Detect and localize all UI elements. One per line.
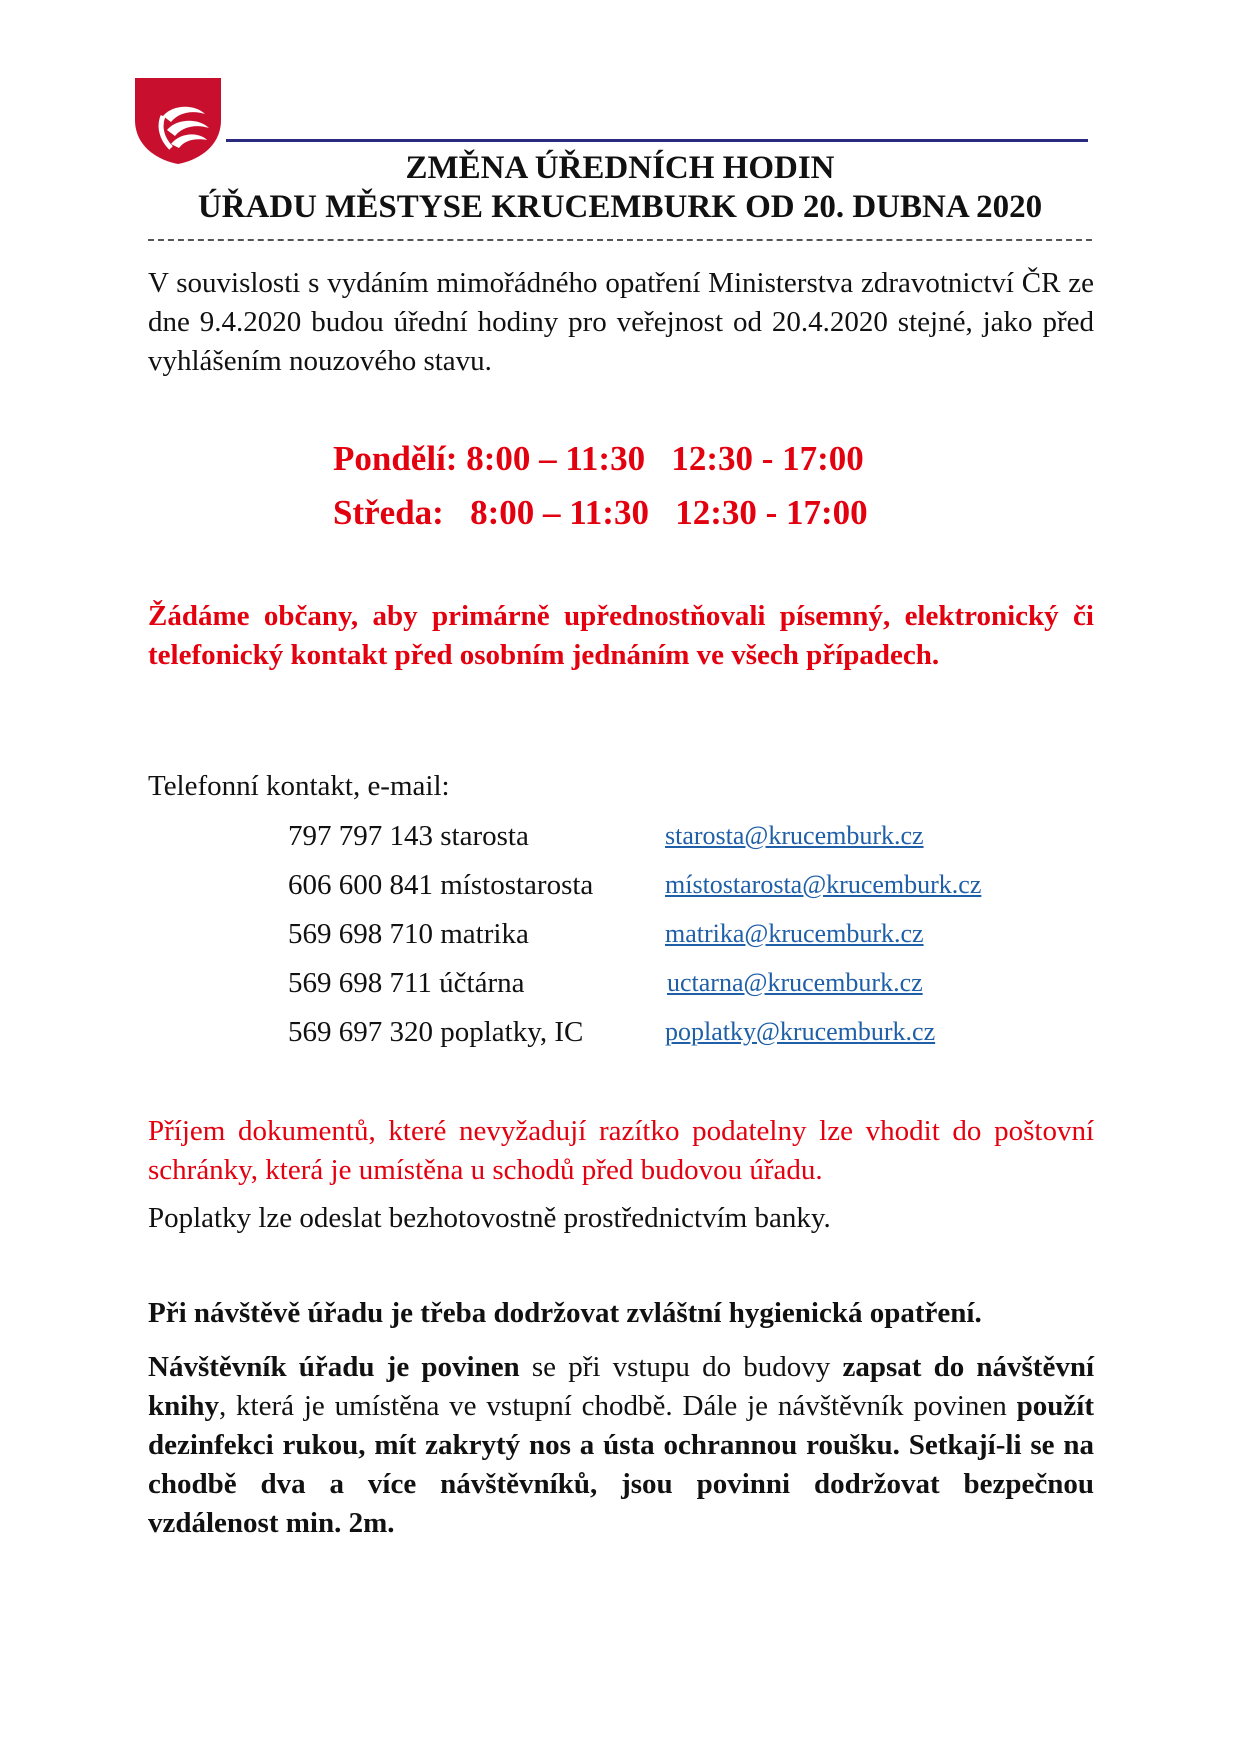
hours-row-monday (333, 437, 864, 481)
hours-afternoon: 12:30 - 17:00 (671, 439, 864, 478)
contact-email-link[interactable]: místostarosta@krucemburk.cz (665, 870, 982, 899)
dashed-divider (148, 239, 1092, 241)
contact-phone: 606 600 841 místostarosta (288, 869, 594, 901)
contact-email-link[interactable]: poplatky@krucemburk.cz (665, 1017, 936, 1046)
hours-afternoon: 12:30 - 17:00 (675, 493, 868, 532)
hours-morning: 8:00 – 11:30 (466, 439, 646, 478)
hours-row-wednesday (333, 491, 868, 535)
hygiene-part: Návštěvník úřadu je povinen (148, 1351, 520, 1383)
documents-note: Příjem dokumentů, které nevyžadují razítko podatelny lze vhodit do poštovní schránky, která je umístěna u schodů před budovou úřadu. (148, 1115, 1094, 1186)
hygiene-part: se při vstupu do budovy (519, 1351, 843, 1383)
contact-email-link[interactable]: starosta@krucemburk.cz (665, 821, 924, 850)
hygiene-part: , která je umístěna ve vstupní chodbě. Dále je návštěvník povinen (218, 1390, 1017, 1422)
contact-phone: 569 697 320 poplatky, IC (288, 1016, 584, 1048)
contact-email-link[interactable]: matrika@krucemburk.cz (665, 919, 924, 948)
title-line-2: ÚŘADU MĚSTYSE KRUCEMBURK OD 20. DUBNA 2020 (197, 189, 1043, 225)
hygiene-part: použít dezinfekci rukou, mít zakrytý nos a ústa ochrannou roušku. Setkají-li se na chodbě dva a více návštěvníků, jsou povinni dodržovat bezpečnou vzdálenost min. 2m. (148, 1390, 1094, 1539)
hygiene-part: zapsat do návštěvní knihy (148, 1351, 1095, 1422)
contact-phone: 569 698 711 účtárna (288, 967, 525, 999)
hours-day: Pondělí: (333, 439, 458, 478)
header-rule (226, 139, 1088, 142)
fees-note: Poplatky lze odeslat bezhotovostně prostřednictvím banky. (148, 1202, 831, 1234)
hygiene-paragraph (148, 1348, 1094, 1543)
contact-phone: 797 797 143 starosta (288, 820, 529, 852)
contacts-label: Telefonní kontakt, e-mail: (148, 770, 450, 802)
title-line-1: ZMĚNA ÚŘEDNÍCH HODIN (405, 150, 835, 186)
contact-request: Žádáme občany, aby primárně upřednostňovali písemný, elektronický či telefonický kontakt před osobním jednáním ve všech případech. (148, 600, 1094, 671)
hygiene-heading: Při návštěvě úřadu je třeba dodržovat zvláštní hygienická opatření. (148, 1297, 982, 1329)
hours-morning: 8:00 – 11:30 (470, 493, 649, 532)
intro-paragraph: V souvislosti s vydáním mimořádného opatření Ministerstva zdravotnictví ČR ze dne 9.4.2020 budou úřední hodiny pro veřejnost od 20.4.2020 stejné, jako před vyhlášením nouzového stavu. (148, 267, 1094, 377)
hours-day: Středa: (333, 493, 444, 532)
contact-email-link[interactable]: uctarna@krucemburk.cz (667, 968, 923, 997)
contact-phone: 569 698 710 matrika (288, 918, 529, 950)
